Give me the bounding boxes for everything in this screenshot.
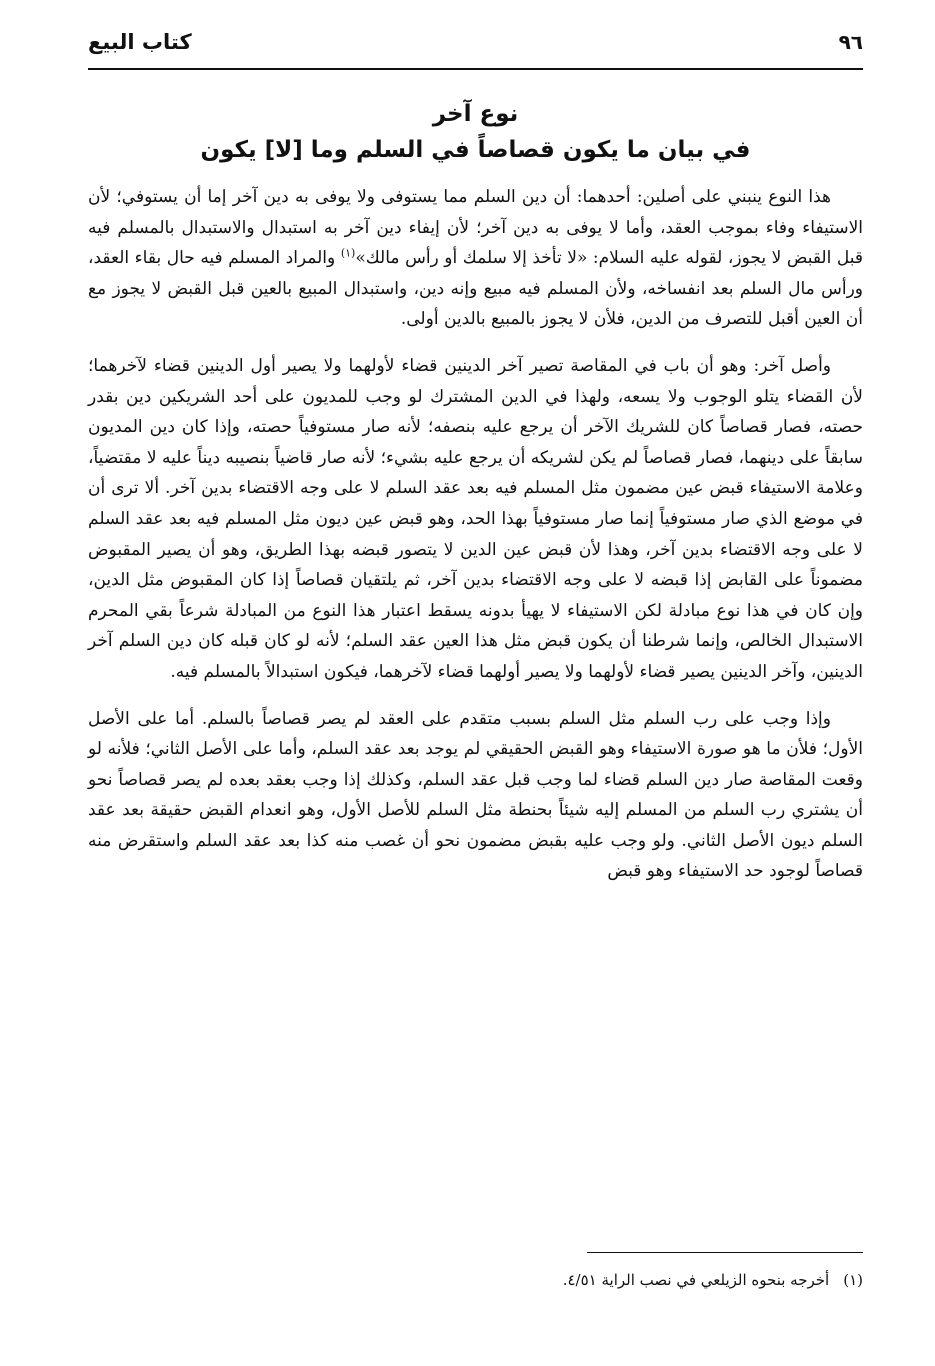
- footnote-divider: [587, 1252, 863, 1253]
- paragraph-1-continuation: والمراد المسلم فيه حال بقاء العقد، ورأس مال السلم بعد انفساخه، ولأن المسلم فيه مبيع وإنه دين، واستبدال المبيع بالعين قبل القبض لا يجوز مع أن العين أقبل للتصرف من الدين، فلأن لا يجوز بالمبيع بالدين أولى.: [88, 248, 863, 330]
- footnote: [88, 1268, 863, 1292]
- footnote-text: أخرجه بنحوه الزيلعي في نصب الراية ٤/٥١.: [562, 1271, 830, 1289]
- paragraph-1-text: هذا النوع ينبني على أصلين: أحدهما: أن دين السلم مما يستوفى ولا يوفى به دين آخر إما أن يستوفي؛ لأن الاستيفاء وفاء بموجب العقد، وأما لا يوفى به دين آخر؛ لأن إيفاء دين آخر به استبدال والاستبدال بالمسلم فيه قبل القبض لا يجوز، لقوله عليه السلام: «لا تأخذ إلا سلمك أو رأس مالك»: [88, 187, 864, 269]
- page-number: ٩٦: [838, 30, 863, 54]
- section-title: نوع آخر: [432, 101, 519, 127]
- running-header: [88, 28, 863, 70]
- body-text: [88, 182, 863, 887]
- section-subtitle: في بيان ما يكون قصاصاً في السلم وما [لا] يكون: [200, 137, 751, 163]
- footnote-reference[interactable]: (١): [340, 246, 356, 260]
- paragraph-1: [88, 182, 863, 335]
- paragraph-2: وأصل آخر: وهو أن باب في المقاصة تصير آخر الدينين قضاء لأولهما ولا يصير أول الدينين قضاء لآخرهما؛ لأن القضاء يتلو الوجوب ولا يسعه، ولهذا في الدين المشترك لو وجب للمديون على أحد الشريكين دين بقدر حصته، فصار قصاصاً كان للشريك الآخر أن يرجع عليه بنصفه؛ لأنه صار مستوفياً حصته، وإذا كان دين المديون سابقاً على دينهما، فصار قصاصاً لم يكن لشريكه أن يرجع عليه بشيء؛ لأنه صار قاضياً بنصيبه ديناً عليه لا مقتضياً، وعلامة الاستيفاء قبض عين مضمون مثل المسلم فيه بعد عقد السلم لا على وجه الاقتضاء بدين آخر. ألا ترى أن في موضع الذي صار مستوفياً إنما صار مستوفياً بهذا الحد، وهو قبض عين ديون مثل المسلم فيه بعد عقد السلم لا على وجه الاقتضاء بدين آخر، وهذا لأن قبض عين الدين لا يتصور قبضه بهذا الطريق، وهو أن يصير المقبوض مضموناً على القابض إذا قبضه لا على وجه الاقتضاء بدين آخر، ثم يلتقيان قصاصاً إذا كان المقبوض مثل الدين، وإن كان في هذا نوع مبادلة لكن الاستيفاء لا يهيأ بدونه يسقط اعتبار هذا النوع من المبادلة شرعاً بقي المحرم الاستبدال الخالص، وإنما شرطنا أن يكون قبض مثل هذا العين عقد السلم؛ لأنه لو كان قبله كان دين السلم آخر الدينين، وآخر الدينين يصير قضاء لأولهما ولا يصير أولهما قضاء لآخرهما، فيكون استبدالاً بالمسلم فيه.: [88, 355, 864, 682]
- footnote-marker: (١): [843, 1271, 863, 1289]
- paragraph-3: وإذا وجب على رب السلم مثل السلم بسبب متقدم على العقد لم يصر قصاصاً بالسلم. أما على الأصل الأول؛ فلأن ما هو صورة الاستيفاء وهو القبض الحقيقي لم يوجد بعد عقد السلم، وأما على الأصل الثاني؛ فلأنه لو وقعت المقاصة صار دين السلم قضاء لما وجب قبل عقد السلم، وكذلك إذا وجب بعقد بعده لم يصر قصاصاً نحو أن يشتري رب السلم من المسلم إليه شيئاً بحنطة مثل السلم للأصل الأول، وهو انعدام القبض حقيقة بعد عقد السلم ديون الأصل الثاني. ولو وجب عليه بقبض مضمون نحو أن غصب منه كذا بعد عقد السلم واستقرض منه قصاصاً لوجود حد الاستيفاء وهو قبض: [88, 708, 863, 882]
- book-title: كتاب البيع: [88, 30, 192, 54]
- book-page: [88, 28, 863, 1348]
